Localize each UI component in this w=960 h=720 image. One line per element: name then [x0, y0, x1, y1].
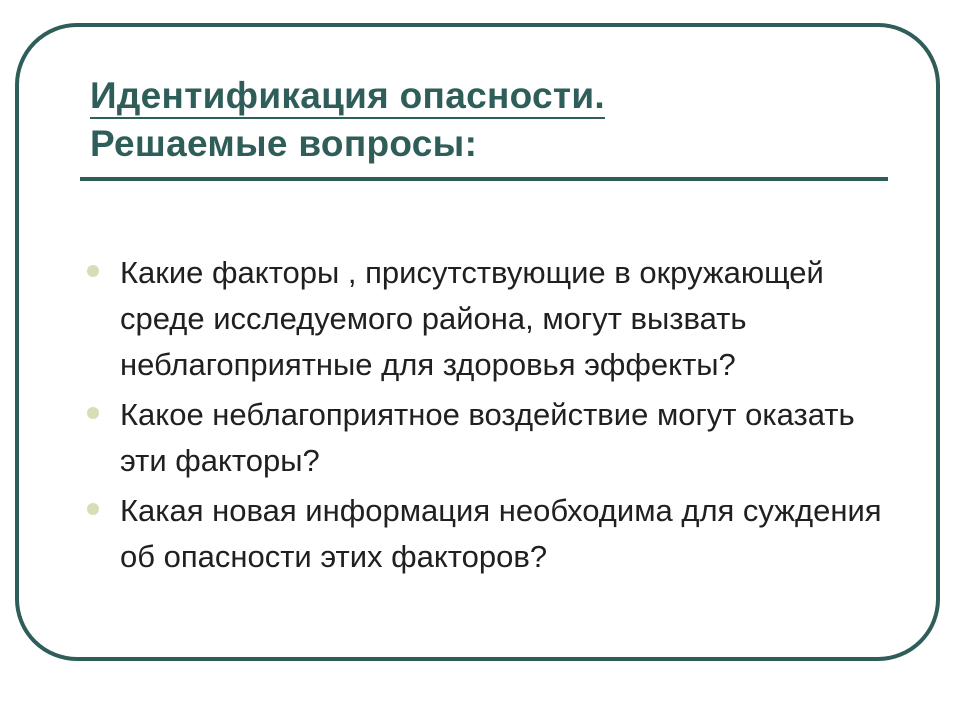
- bullet-item-1: [82, 250, 882, 388]
- slide-title-line-1: Идентификация опасности.: [90, 75, 605, 119]
- bullet-text-2: Какое неблагоприятное воздействие могут оказать эти факторы?: [120, 397, 855, 478]
- bullet-list: [82, 250, 882, 584]
- slide-title-line-2: Решаемые вопросы:: [90, 123, 478, 164]
- bullet-dot-icon: [87, 265, 99, 277]
- title-divider: [80, 177, 888, 181]
- bullet-item-2: [82, 392, 882, 484]
- slide-title: [90, 72, 890, 168]
- bullet-dot-icon: [87, 503, 99, 515]
- bullet-dot-icon: [87, 407, 99, 419]
- bullet-text-3: Какая новая информация необходима для суждения об опасности этих факторов?: [120, 493, 882, 574]
- bullet-item-3: [82, 488, 882, 580]
- bullet-text-1: Какие факторы , присутствующие в окружающей среде исследуемого района, могут вызвать неблагоприятные для здоровья эффекты?: [120, 255, 824, 382]
